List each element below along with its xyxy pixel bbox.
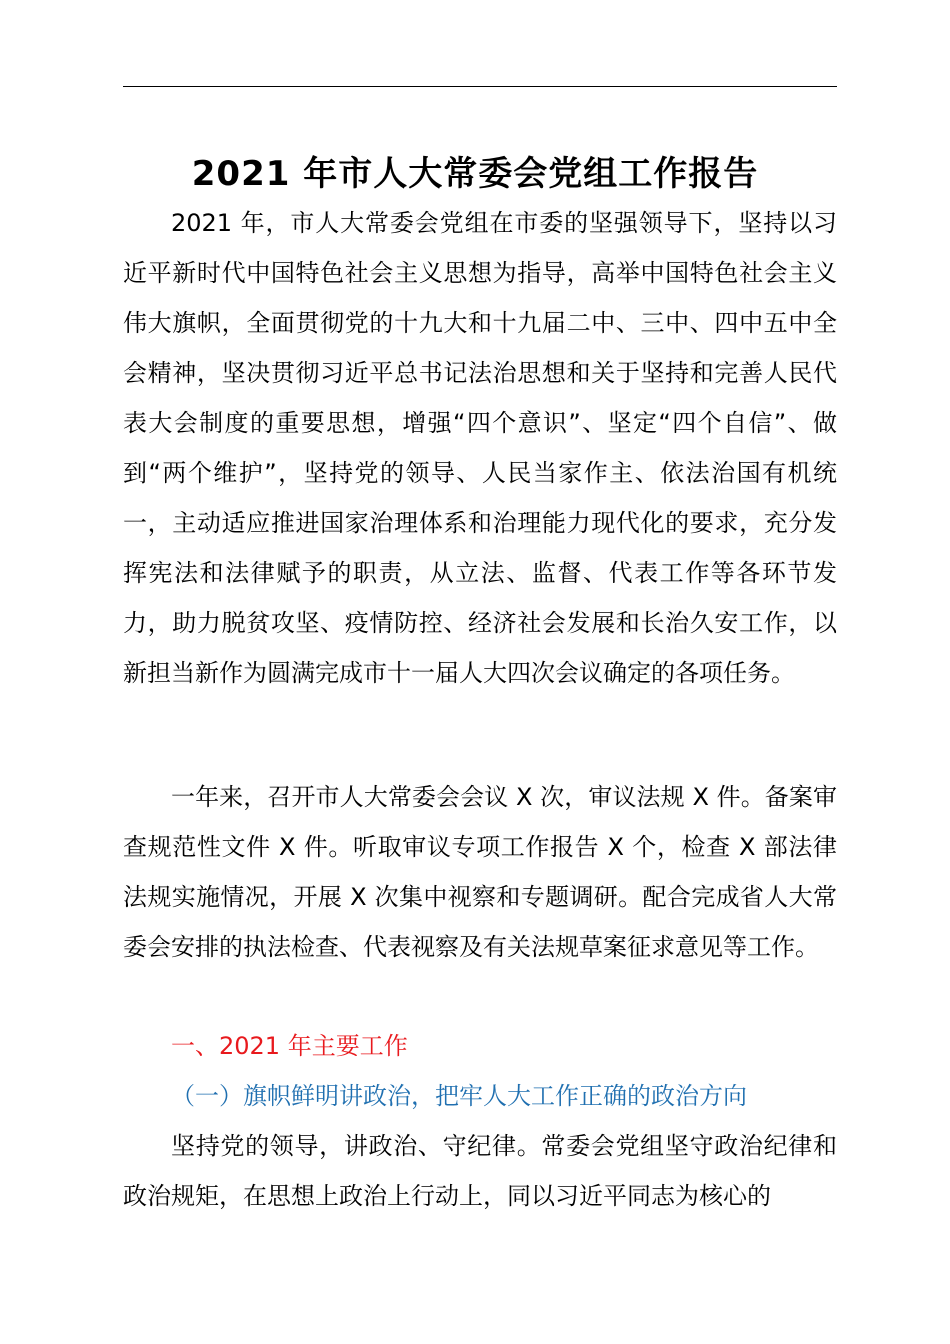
subsection-heading: （一）旗帜鲜明讲政治，把牢人大工作正确的政治方向 — [171, 1082, 747, 1110]
section-heading: 一、2021 年主要工作 — [171, 1032, 408, 1060]
document-title: 2021 年市人大常委会党组工作报告 — [191, 154, 759, 194]
body-paragraph: 坚持党的领导，讲政治、守纪律。常委会党组坚守政治纪律和政治规矩，在思想上政治上行动上，同以习近平同志为核心的 — [123, 1132, 837, 1210]
intro-paragraph: 2021 年，市人大常委会党组在市委的坚强领导下，坚持以习近平新时代中国特色社会主义思想为指导，高举中国特色社会主义伟大旗帜，全面贯彻党的十九大和十九届二中、三中、四中五中全会精神，坚决贯彻习近平总书记法治思想和关于坚持和完善人民代表大会制度的重要思想，增强“四个意识”、坚定“四个自信”、做到“两个维护”，坚持党的领导、人民当家作主、依法治国有机统一，主动适应推进国家治理体系和治理能力现代化的要求，充分发挥宪法和法律赋予的职责，从立法、监督、代表工作等各环节发力，助力脱贫攻坚、疫情防控、经济社会发展和长治久安工作，以新担当新作为圆满完成市十一届人大四次会议确定的各项任务。 — [123, 209, 837, 687]
header-rule — [123, 86, 837, 87]
summary-paragraph: 一年来，召开市人大常委会会议 X 次，审议法规 X 件。备案审查规范性文件 X 件。听取审议专项工作报告 X 个，检查 X 部法律法规实施情况，开展 X 次集中视察和专题调研。配合完成省人大常委会安排的执法检查、代表视察及有关法规草案征求意见等工作。 — [123, 783, 837, 961]
